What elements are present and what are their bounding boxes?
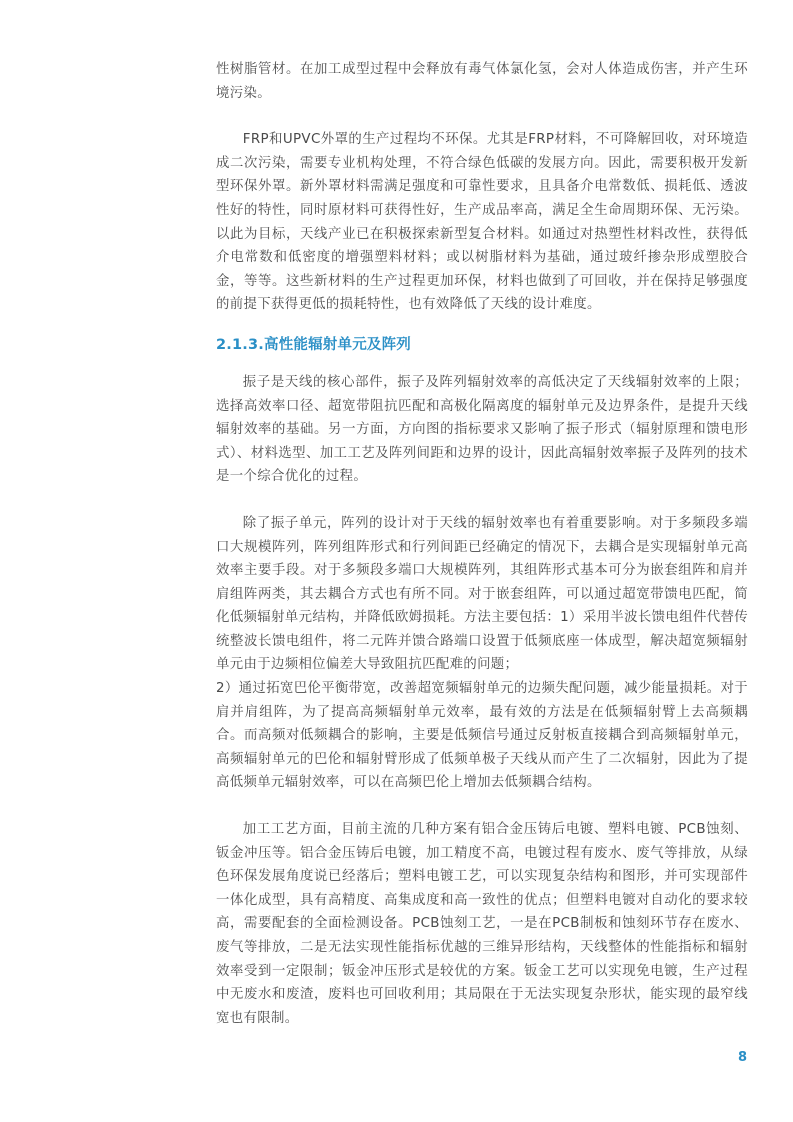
paragraph-process: 加工工艺方面，目前主流的几种方案有铝合金压铸后电镀、塑料电镀、PCB蚀刻、钣金冲压等。铝合金压铸后电镀，加工精度不高，电镀过程有废水、废气等排放，从绿色环保发展角度说已经落后；塑料电镀工艺，可以实现复杂结构和图形，并可实现部件一体化成型，具有高精度、高集成度和高一致性的优点；但塑料电镀对自动化的要求较高，需要配套的全面检测设备。PCB蚀刻工艺，一是在PCB制板和蚀刻环节存在废水、废气等排放，二是无法实现性能指标优越的三维异形结构，天线整体的性能指标和辐射效率受到一定限制；钣金冲压形式是较优的方案。钣金工艺可以实现免电镀，生产过程中无废水和废渣，废料也可回收利用；其局限在于无法实现复杂形状，能实现的最窄线宽也有限制。 xyxy=(216,822,748,1026)
paragraph-dipole: 振子是天线的核心部件，振子及阵列辐射效率的高低决定了天线辐射效率的上限；选择高效率口径、超宽带阻抗匹配和高极化隔离度的辐射单元及边界条件，是提升天线辐射效率的基础。另一方面，方向图的指标要求又影响了振子形式（辐射原理和馈电形式）、材料选型、加工工艺及阵列间距和边界的设计，因此高辐射效率振子及阵列的技术是一个综合优化的过程。 xyxy=(216,374,748,485)
paragraph-frp-upvc: FRP和UPVC外罩的生产过程均不环保。尤其是FRP材料，不可降解回收，对环境造成二次污染，需要专业机构处理，不符合绿色低碳的发展方向。因此，需要积极开发新型环保外罩。新外罩材料需满足强度和可靠性要求，且具备介电常数低、损耗低、透波性好的特性，同时原材料可获得性好，生产成品率高，满足全生命周期环保、无污染。以此为目标，天线产业已在积极探索新型复合材料。如通过对热塑性材料改性，获得低介电常数和低密度的增强塑料材料；或以树脂材料为基础，通过玻纤掺杂形成塑胶合金，等等。这些新材料的生产过程更加环保，材料也做到了可回收，并在保持足够强度的前提下获得更低的损耗特性，也有效降低了天线的设计难度。 xyxy=(216,132,748,313)
paragraph-array-design: 除了振子单元，阵列的设计对于天线的辐射效率也有着重要影响。对于多频段多端口大规模阵列，阵列组阵形式和行列间距已经确定的情况下，去耦合是实现辐射单元高效率主要手段。对于多频段多端口大规模阵列，其组阵形式基本可分为嵌套组阵和肩并肩组阵两类，其去耦合方式也有所不同。对于嵌套组阵，可以通过超宽带馈电匹配，简化低频辐射单元结构，并降低欧姆损耗。方法主要包括：1）采用半波长馈电组件代替传统整波长馈电组件，将二元阵并馈合路端口设置于低频底座一体成型，解决超宽频辐射单元由于边频相位偏差大导致阻抗匹配难的问题； xyxy=(216,515,748,673)
section-heading: 2.1.3.高性能辐射单元及阵列 xyxy=(216,336,411,353)
page-number: 8 xyxy=(738,1050,748,1065)
page-content xyxy=(216,58,748,1030)
paragraph-continuation: 性树脂管材。在加工成型过程中会释放有毒气体氯化氢，会对人体造成伤害，并产生环境污染。 xyxy=(216,62,748,101)
paragraph-array-design-continued: 2）通过拓宽巴伦平衡带宽，改善超宽频辐射单元的边频失配问题，减少能量损耗。对于肩并肩组阵，为了提高高频辐射单元效率，最有效的方法是在低频辐射臂上去高频耦合。而高频对低频耦合的影响，主要是低频信号通过反射板直接耦合到高频辐射单元，高频辐射单元的巴伦和辐射臂形成了低频单极子天线从而产生了二次辐射，因此为了提高低频单元辐射效率，可以在高频巴伦上增加去低频耦合结构。 xyxy=(216,681,748,791)
